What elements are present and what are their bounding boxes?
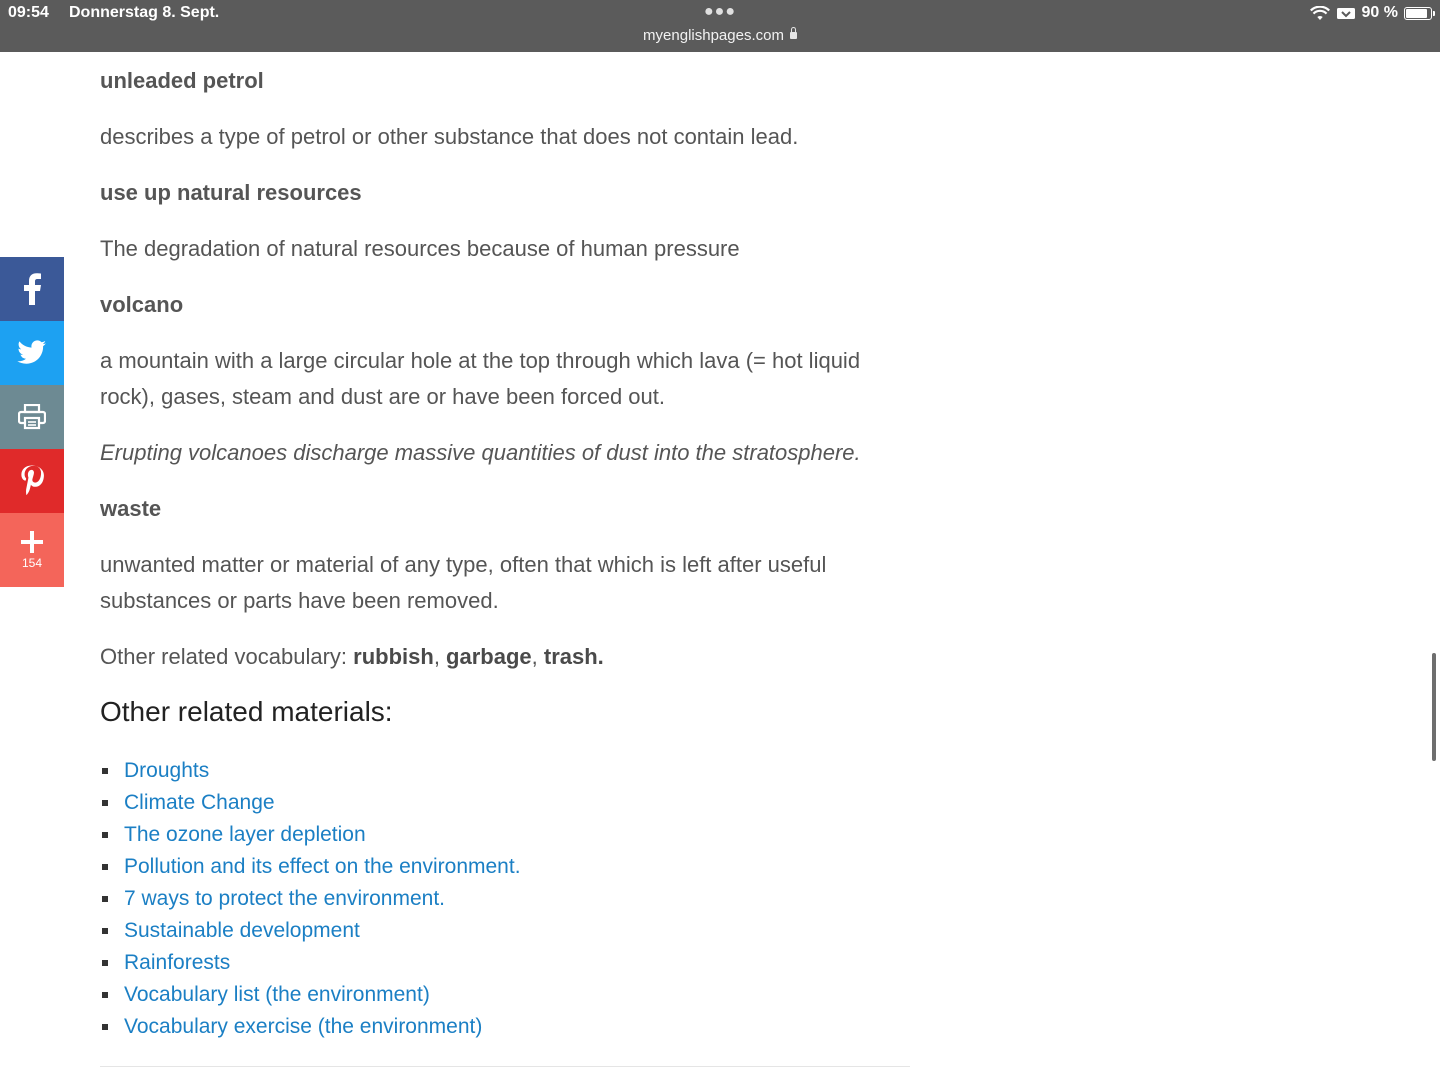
related-link[interactable]: 7 ways to protect the environment. [124, 887, 445, 910]
related-link[interactable]: Climate Change [124, 791, 275, 814]
list-item [100, 883, 521, 915]
vocab-word: rubbish [353, 644, 434, 669]
related-link[interactable]: Rainforests [124, 951, 231, 974]
bullet-icon [102, 928, 108, 934]
status-bar [0, 0, 1440, 52]
list-item [100, 819, 521, 851]
share-twitter-button[interactable] [0, 321, 64, 385]
multitasking-dots-icon[interactable]: ●●● [704, 3, 736, 20]
list-item [100, 979, 521, 1011]
list-item [100, 1011, 521, 1043]
related-link[interactable]: Vocabulary list (the environment) [124, 983, 430, 1006]
scrollbar[interactable] [1432, 653, 1436, 761]
battery-fill [1406, 9, 1427, 18]
bullet-icon [102, 960, 108, 966]
term-definition-line: unwanted matter or material of any type, often that which is left after useful [100, 552, 827, 577]
term-heading: use up natural resources [100, 180, 362, 205]
term-definition-line: substances or parts have been removed. [100, 588, 499, 613]
vocab-separator: , [433, 644, 447, 669]
term-example: Erupting volcanoes discharge massive quantities of dust into the stratosphere. [100, 440, 861, 465]
list-item [100, 851, 521, 883]
printer-icon [18, 404, 46, 430]
bullet-icon [102, 768, 108, 774]
list-item [100, 915, 521, 947]
battery-icon [1404, 7, 1432, 20]
related-link[interactable]: Droughts [124, 759, 210, 782]
facebook-icon [21, 273, 43, 305]
bullet-icon [102, 992, 108, 998]
share-pinterest-button[interactable] [0, 449, 64, 513]
bullet-icon [102, 800, 108, 806]
lock-icon [790, 32, 797, 39]
related-vocabulary [100, 639, 604, 675]
related-link[interactable]: Pollution and its effect on the environment. [124, 855, 521, 878]
status-time: 09:54 [8, 4, 49, 21]
battery-percent: 90 % [1361, 4, 1398, 21]
vocab-word: trash. [543, 644, 604, 669]
print-button[interactable] [0, 385, 64, 449]
twitter-icon [17, 340, 47, 366]
related-materials-list [100, 755, 521, 1043]
term-heading: unleaded petrol [100, 68, 264, 93]
vocab-word: garbage [446, 644, 532, 669]
list-item [100, 755, 521, 787]
list-item [100, 787, 521, 819]
related-materials-heading: Other related materials: [100, 696, 393, 727]
list-item [100, 947, 521, 979]
share-count: 154 [21, 556, 43, 570]
term-definition-line: a mountain with a large circular hole at the top through which lava (= hot liquid [100, 348, 861, 373]
bullet-icon [102, 1024, 108, 1030]
pinterest-icon [20, 465, 44, 497]
vocab-separator: , [531, 644, 544, 669]
share-more-button[interactable] [0, 513, 64, 587]
term-definition: describes a type of petrol or other substance that does not contain lead. [100, 124, 799, 149]
related-link[interactable]: Vocabulary exercise (the environment) [124, 1015, 483, 1038]
share-facebook-button[interactable] [0, 257, 64, 321]
term-definition: The degradation of natural resources because of human pressure [100, 236, 740, 261]
related-link[interactable]: Sustainable development [124, 919, 360, 942]
status-indicators [1310, 4, 1432, 22]
bullet-icon [102, 832, 108, 838]
share-bar [0, 257, 64, 587]
related-vocabulary-prefix: Other related vocabulary: [100, 644, 354, 669]
screen-mirroring-icon [1336, 6, 1356, 21]
wifi-icon [1310, 6, 1330, 21]
term-heading: volcano [100, 292, 184, 317]
bullet-icon [102, 864, 108, 870]
term-definition-line: rock), gases, steam and dust are or have been forced out. [100, 384, 665, 409]
content-divider [100, 1066, 910, 1067]
term-heading: waste [100, 496, 162, 521]
status-date: Donnerstag 8. Sept. [69, 4, 220, 21]
url-text: myenglishpages.com [643, 27, 784, 44]
related-link[interactable]: The ozone layer depletion [124, 823, 366, 846]
plus-icon [20, 530, 44, 554]
bullet-icon [102, 896, 108, 902]
address-bar[interactable] [0, 27, 1440, 44]
